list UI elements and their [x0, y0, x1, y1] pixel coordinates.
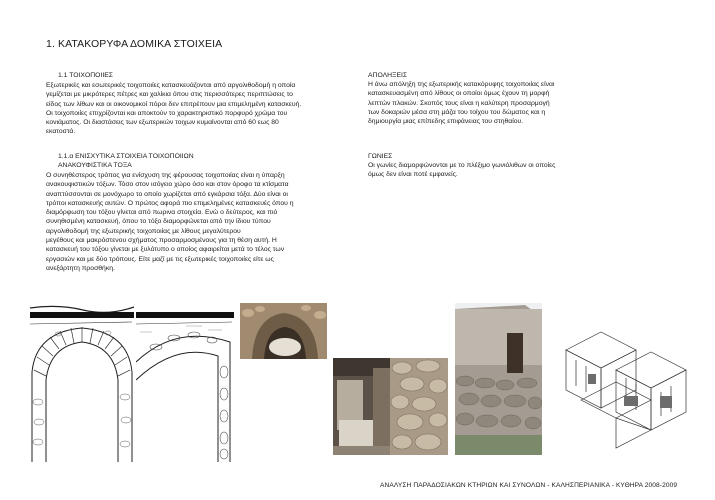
- text-line: δημιουργία μιας επίπεδης επιφάνειας του στηθαίου.: [368, 118, 524, 126]
- stone-house-image: [455, 303, 542, 455]
- text-line: Ο συνηθέστερος τρόπος για ενίσχυση της φέρουσας τοιχοποιίας είναι η ύπαρξη: [46, 172, 285, 179]
- text-line: Οι τοιχοποιίες επιχρίζονται και αποκτούν το χαρακτηριστικό πορφυρό χρώμα του: [46, 109, 288, 117]
- text-line: Εξωτερικές και εσωτερικές τοιχοποιίες κατασκευάζονται από αργολιθοδομή η οποία: [46, 82, 296, 89]
- stone-house-photo: [455, 303, 542, 455]
- stone-wall-image: [390, 358, 448, 455]
- text-line: όμως δεν είναι ποτέ εμφανείς.: [368, 171, 458, 179]
- stone-wall-photo: [390, 358, 448, 455]
- section-1-1a-body: [46, 171, 358, 273]
- text-line: εργασιών και με δύο τρόπους. Είτε μαζί με τις εξωτερικές τοιχοποιίες είτε ως: [46, 255, 274, 263]
- section-1-1-heading: 1.1 ΤΟΙΧΟΠΟΙΙΕΣ: [58, 72, 113, 79]
- text-line: εκατοστά.: [46, 128, 76, 136]
- text-line: γεμίζεται με μικρότερες πέτρες και χαλίκια όπου στις περισσότερες περιπτώσεις το: [46, 91, 293, 99]
- interior-wall-photo: [333, 358, 390, 455]
- page-title: 1. ΚΑΤΑΚΟΡΥΦΑ ΔΟΜΙΚΑ ΣΤΟΙΧΕΙΑ: [46, 38, 223, 50]
- arch-interior-photo: [240, 303, 327, 359]
- arch-photo-image: [240, 303, 327, 359]
- text-line: λεπτών πλακών. Σκοπός τους είναι η καλύτερη προσαρμογή: [368, 99, 550, 107]
- text-line: ανακουφιστικών τόξων. Τόσο στον ισόγειο χώρο όσο και στον όροφο τα κτίσματα: [46, 181, 289, 189]
- gonies-body: [368, 161, 600, 180]
- text-line: ανεξάρτητη προσθήκη.: [46, 264, 115, 272]
- arch-sketch-left: [28, 302, 136, 462]
- footer-credit: ΑΝΑΛΥΣΗ ΠΑΡΑΔΟΣΙΑΚΩΝ ΚΤΗΡΙΩΝ ΚΑΙ ΣΥΝΟΛΩΝ - ΚΑΛΗΣΠΕΡΙΑΝΙΚΑ - ΚΥΘΗΡΑ 2008-2009: [380, 482, 678, 489]
- text-line: τρόποι κατασκευής αυτών. Ο πρώτος αφορά πιο επιμελημένες κατασκευές όπου η: [46, 199, 294, 207]
- apoliksis-heading: ΑΠΟΛΗΞΕΙΣ: [368, 72, 408, 79]
- arch-sketch-right: [136, 302, 234, 462]
- apoliksis-body: [368, 80, 600, 126]
- text-line: συνηθισμένη κατασκευή, όπου το τόξο διαμορφώνεται από την ίδιου τύπου: [46, 218, 271, 226]
- text-line: Οι γωνίες διαμορφώνονται με το πλέξιμο γωνιόλιθων οι οποίες: [368, 162, 556, 169]
- section-1-1-body: [46, 81, 360, 137]
- text-line: κατασκευή του τόξου γίνεται με ξυλότυπο ο οποίος αφαιρείται μετά το τέλος των: [46, 246, 285, 254]
- text-line: κατασκευασμένη από λίθους οι οποίοι όμως έχουν τη μορφή: [368, 90, 550, 98]
- text-line: των δοκαριών μέσα στη μάζα του τοίχου του δώματος και η: [368, 108, 546, 116]
- text-line: Η άνω απόληξη της εξωτερικής κατακόρυφης τοιχοποιίας είναι: [368, 81, 555, 88]
- text-line: μεγέθους και μακρόστενου σχήματος προσαρμοσμένους για τη θέση αυτή. Η: [46, 237, 277, 245]
- heading-line: ΑΝΑΚΟΥΦΙΣΤΙΚΑ ΤΟΞΑ: [58, 162, 132, 169]
- text-line: κονιάματος. Οι διαστάσεις των εξωτερικών τοιχων κυμαίνονται από 60 εως 80: [46, 119, 279, 127]
- text-line: αργολιθοδομή της εξωτερικής τοιχοποιίας με λίθους μεγαλύτερου: [46, 227, 241, 235]
- heading-line: 1.1.α ΕΝΙΣΧΥΤΙΚΑ ΣΤΟΙΧΕΙΑ ΤΟΙΧΟΠΟΙΙΩΝ: [58, 153, 194, 160]
- arch-drawing-left-figure: [28, 302, 136, 462]
- interior-photo-image: [333, 358, 390, 455]
- arch-drawing-right-figure: [136, 302, 234, 462]
- gonies-heading: ΓΩΝΙΕΣ: [368, 153, 393, 160]
- text-line: αναπτύσσονται σε μονόχωρο το οποίο χωρίζεται από εγκάρσια τόξα. Δύο είναι οι: [46, 190, 288, 198]
- section-1-1a-heading: [58, 152, 298, 170]
- text-line: διαμόρφωση του τόξου γίνεται από πωρινα στοιχεία. Ενώ ο δεύτερος, και πιό: [46, 209, 278, 217]
- axonometric-drawing-figure: [556, 320, 706, 455]
- text-line: είδος των λίθων και οι οικονομικοί πόροι δεν επιτρέπουν μια επιμελημένη κατασκευή.: [46, 100, 302, 108]
- axonometric-image: [556, 320, 706, 455]
